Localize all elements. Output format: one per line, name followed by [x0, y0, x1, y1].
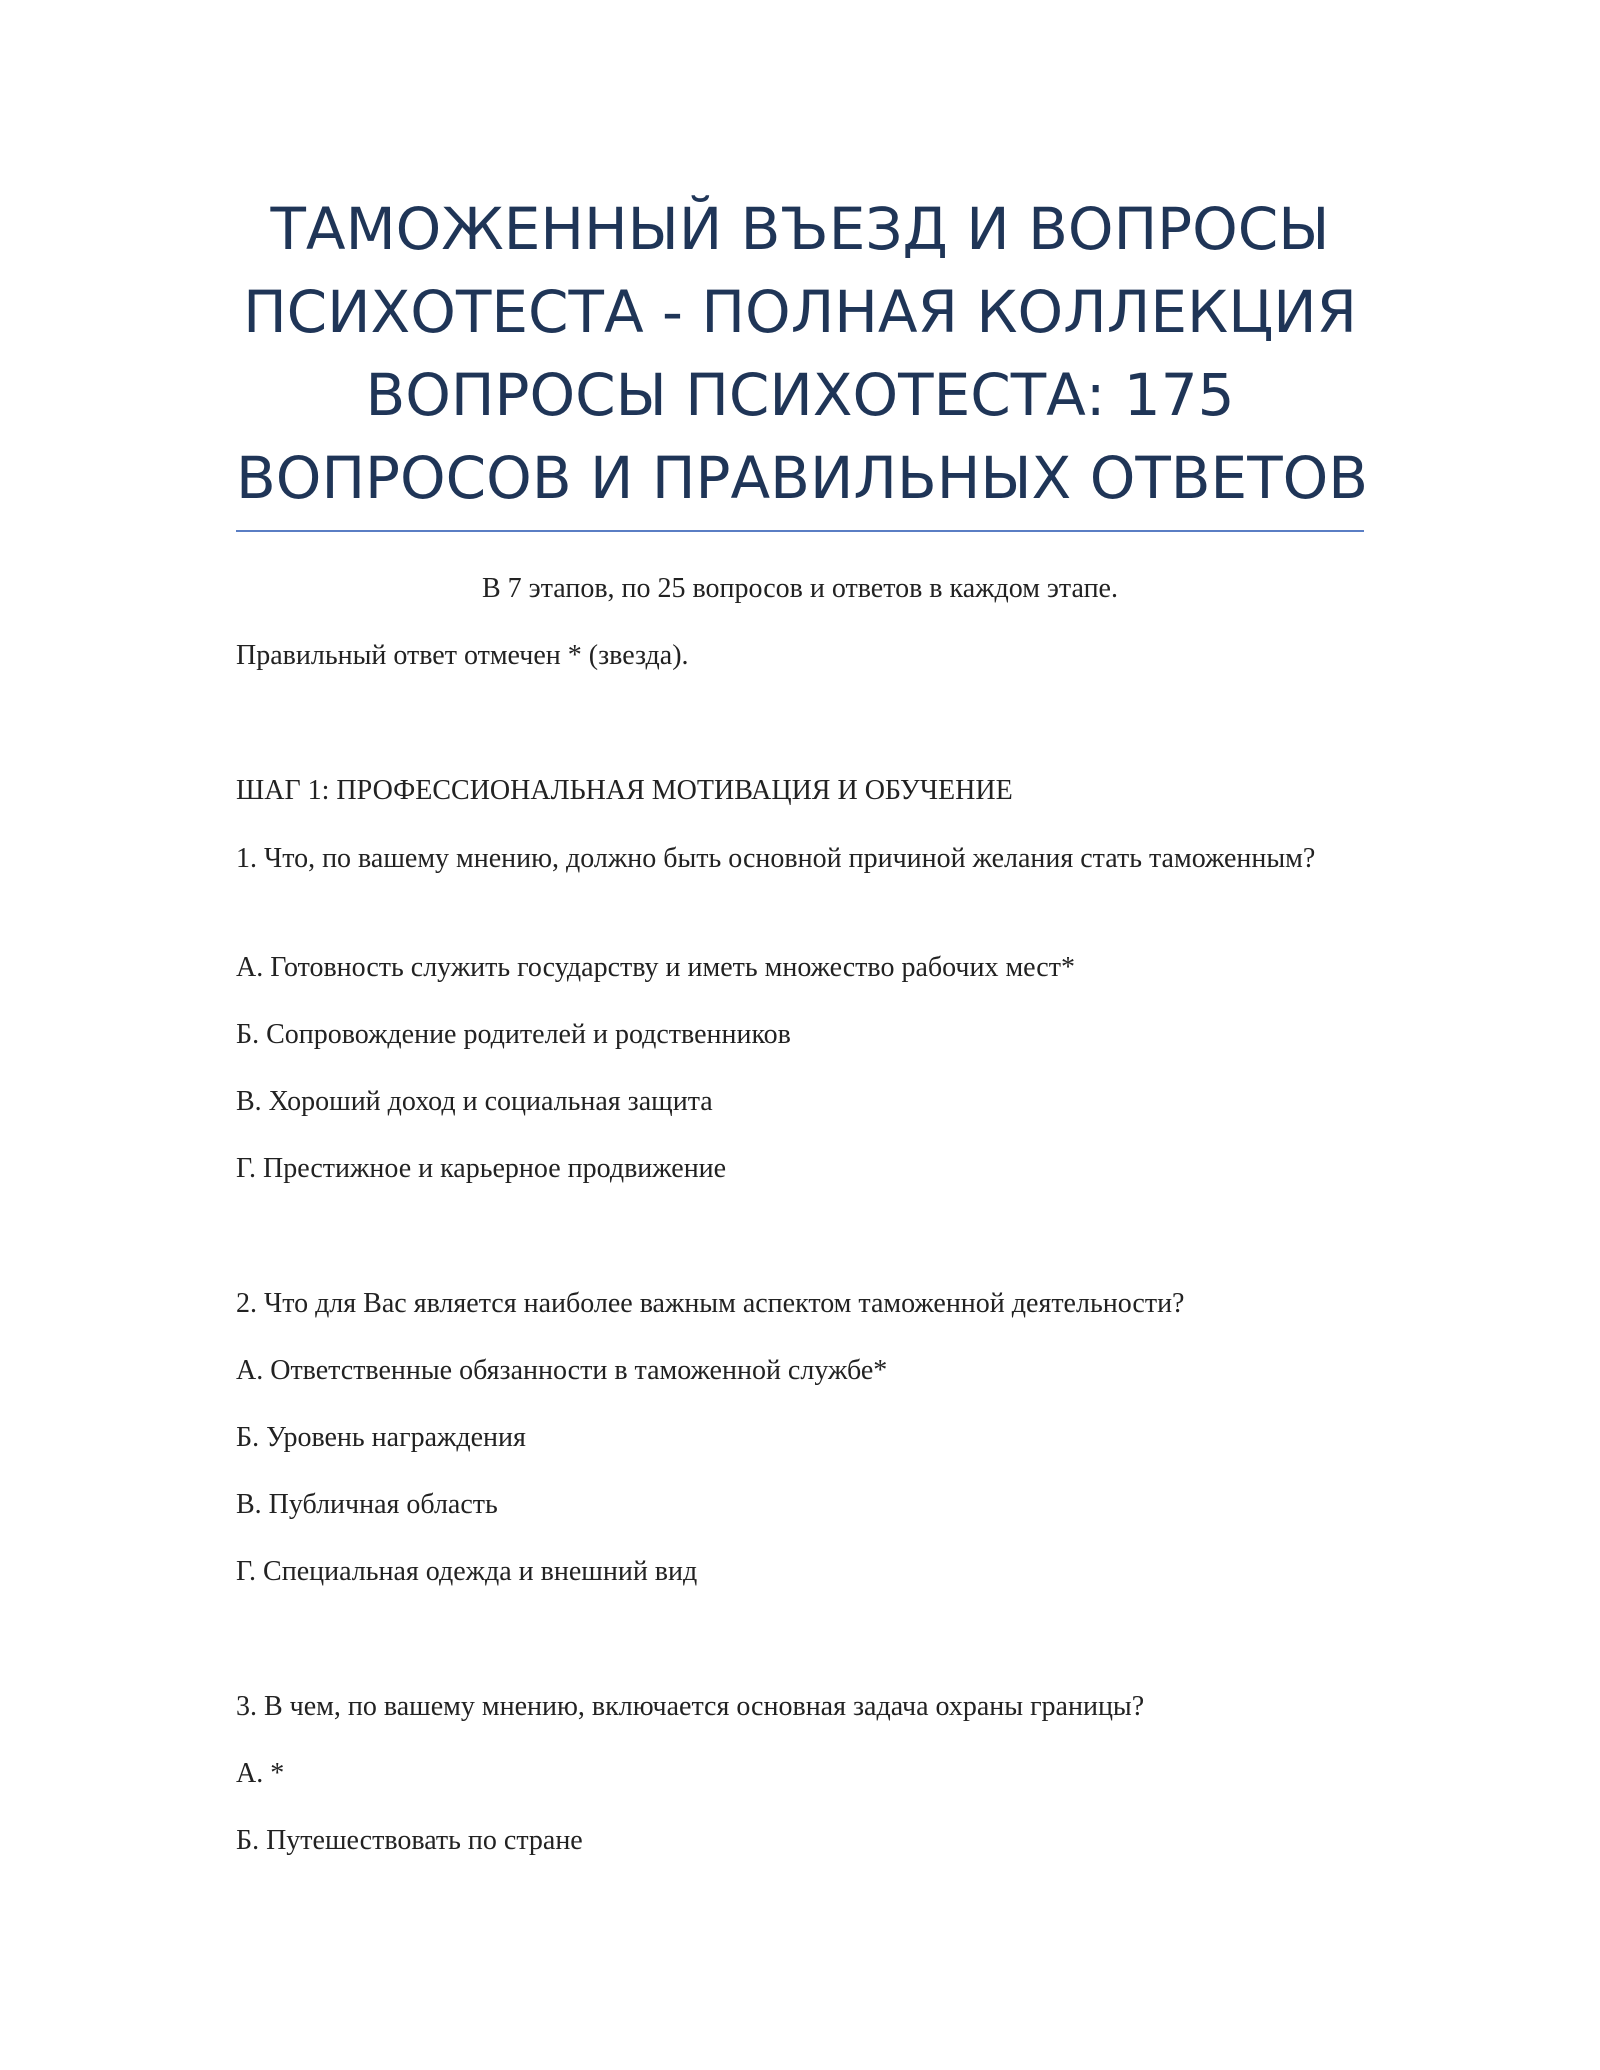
question-2-option-d: Г. Специальная одежда и внешний вид [236, 1556, 698, 1587]
question-2-option-b: Б. Уровень награждения [236, 1422, 526, 1453]
question-3-option-a: А. * [236, 1758, 285, 1789]
question-1-option-c: В. Хороший доход и социальная защита [236, 1086, 713, 1117]
intro-marker-line: Правильный ответ отмечен * (звезда). [236, 640, 689, 671]
title-line: ПСИХОТЕСТА - ПОЛНАЯ КОЛЛЕКЦИЯ [243, 278, 1357, 346]
title-line: ТАМОЖЕННЫЙ ВЪЕЗД И ВОПРОСЫ [270, 195, 1330, 263]
question-1-option-d: Г. Престижное и карьерное продвижение [236, 1153, 727, 1184]
question-1: 1. Что, по вашему мнению, должно быть основной причиной желания стать таможенным? [236, 843, 1316, 874]
intro-stages-line: В 7 этапов, по 25 вопросов и ответов в каждом этапе. [482, 573, 1118, 604]
question-3: 3. В чем, по вашему мнению, включается основная задача охраны границы? [236, 1691, 1145, 1722]
question-2: 2. Что для Вас является наиболее важным аспектом таможенной деятельности? [236, 1288, 1185, 1319]
question-2-option-a: А. Ответственные обязанности в таможенной службе* [236, 1355, 888, 1386]
title-line: ВОПРОСОВ И ПРАВИЛЬНЫХ ОТВЕТОВ [236, 444, 1369, 512]
title-line: ВОПРОСЫ ПСИХОТЕСТА: 175 [365, 361, 1235, 429]
question-1-option-a: А. Готовность служить государству и иметь множество рабочих мест* [236, 952, 1075, 983]
step-heading: ШАГ 1: ПРОФЕССИОНАЛЬНАЯ МОТИВАЦИЯ И ОБУЧЕНИЕ [236, 775, 1013, 806]
question-2-option-c: В. Публичная область [236, 1489, 498, 1520]
question-1-option-b: Б. Сопровождение родителей и родственников [236, 1019, 791, 1050]
title-underline [236, 530, 1364, 532]
document-title [236, 188, 1369, 520]
question-3-option-b: Б. Путешествовать по стране [236, 1825, 583, 1856]
